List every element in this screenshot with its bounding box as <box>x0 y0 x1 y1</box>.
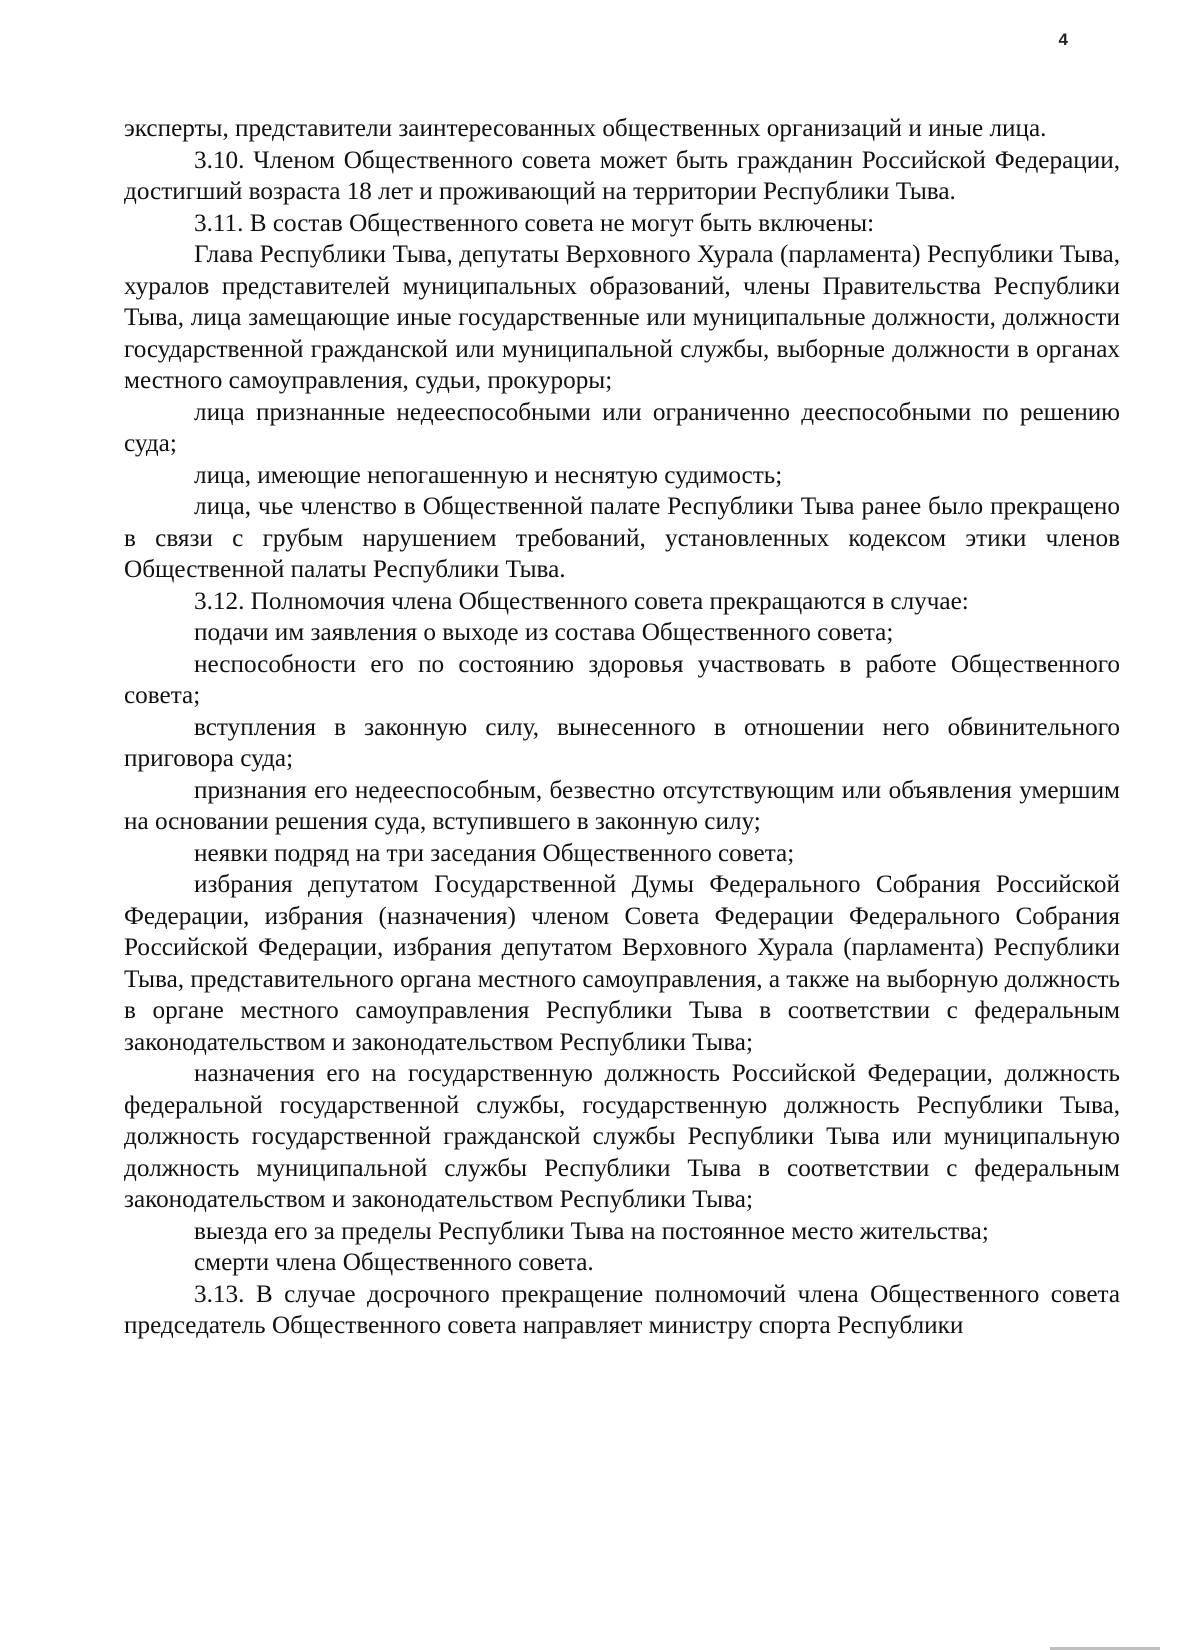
paragraph-termination-departure: выезда его за пределы Республики Тыва на постоянное место жительства; <box>194 1217 989 1245</box>
page-number: 4 <box>1058 30 1068 49</box>
paragraph-termination-incapacity: признания его недееспособным, безвестно отсутствующим или объявления умершим на основании решения суда, вступившего в законную силу; <box>124 776 1120 835</box>
paragraph-termination-health: неспособности его по состоянию здоровья участвовать в работе Общественного совета; <box>124 650 1120 709</box>
paragraph-termination-application: подачи им заявления о выходе из состава Общественного совета; <box>194 619 894 646</box>
paragraph-3-10: 3.10. Членом Общественного совета может быть гражданин Российской Федерации, достигший возраста 18 лет и проживающий на территории Республики Тыва. <box>124 146 1120 205</box>
paragraph-3-13: 3.13. В случае досрочного прекращение полномочий члена Общественного совета председатель Общественного совета направляет министру спорта Республики <box>124 1280 1120 1339</box>
paragraph-termination-election: избрания депутатом Государственной Думы Федерального Собрания Российской Федерации, избрания (назначения) членом Совета Федерации Федерального Собрания Российской Федерации, избрания депутатом Верховного Хурала (парламента) Республики Тыва, представительного органа местного самоуправления, а также на выборную должность в органе местного самоуправления Республики Тыва в соответствии с федеральным законодательством и законодательством Республики Тыва; <box>124 871 1120 1056</box>
paragraph-excluded-incapable: лица признанные недееспособными или ограниченно дееспособными по решению суда; <box>124 398 1120 457</box>
paragraph-3-12: 3.12. Полномочия члена Общественного совета прекращаются в случае: <box>194 587 969 615</box>
paragraph-3-11: 3.11. В состав Общественного совета не могут быть включены: <box>194 209 875 237</box>
paragraph-continuation: эксперты, представители заинтересованных общественных организаций и иные лица. <box>124 115 1047 142</box>
paragraph-termination-death: смерти члена Общественного совета. <box>194 1249 594 1276</box>
paragraph-termination-absence: неявки подряд на три заседания Общественного совета; <box>194 839 795 867</box>
document-body <box>124 113 1120 1342</box>
paragraph-excluded-officials: Глава Республики Тыва, депутаты Верховного Хурала (парламента) Республики Тыва, хуралов представителей муниципальных образований, члены Правительства Республики Тыва, лица замещающие иные государственные или муниципальные должности, должности государственной гражданской или муниципальной службы, выборные должности в органах местного самоуправления, судьи, прокуроры; <box>124 241 1120 394</box>
paragraph-excluded-convicted: лица, имеющие непогашенную и неснятую судимость; <box>194 461 783 489</box>
paragraph-termination-appointment: назначения его на государственную должность Российской Федерации, должность федеральной государственной службы, государственную должность Республики Тыва, должность государственной гражданской службы Республики Тыва или муниципальную должность муниципальной службы Республики Тыва в соответствии с федеральным законодательством и законодательством Республики Тыва; <box>124 1060 1120 1213</box>
paragraph-termination-verdict: вступления в законную силу, вынесенного в отношении него обвинительного приговора суда; <box>124 713 1120 772</box>
paragraph-excluded-chamber: лица, чье членство в Общественной палате Республики Тыва ранее было прекращено в связи с грубым нарушением требований, установленных кодексом этики членов Общественной палаты Республики Тыва. <box>124 493 1120 583</box>
